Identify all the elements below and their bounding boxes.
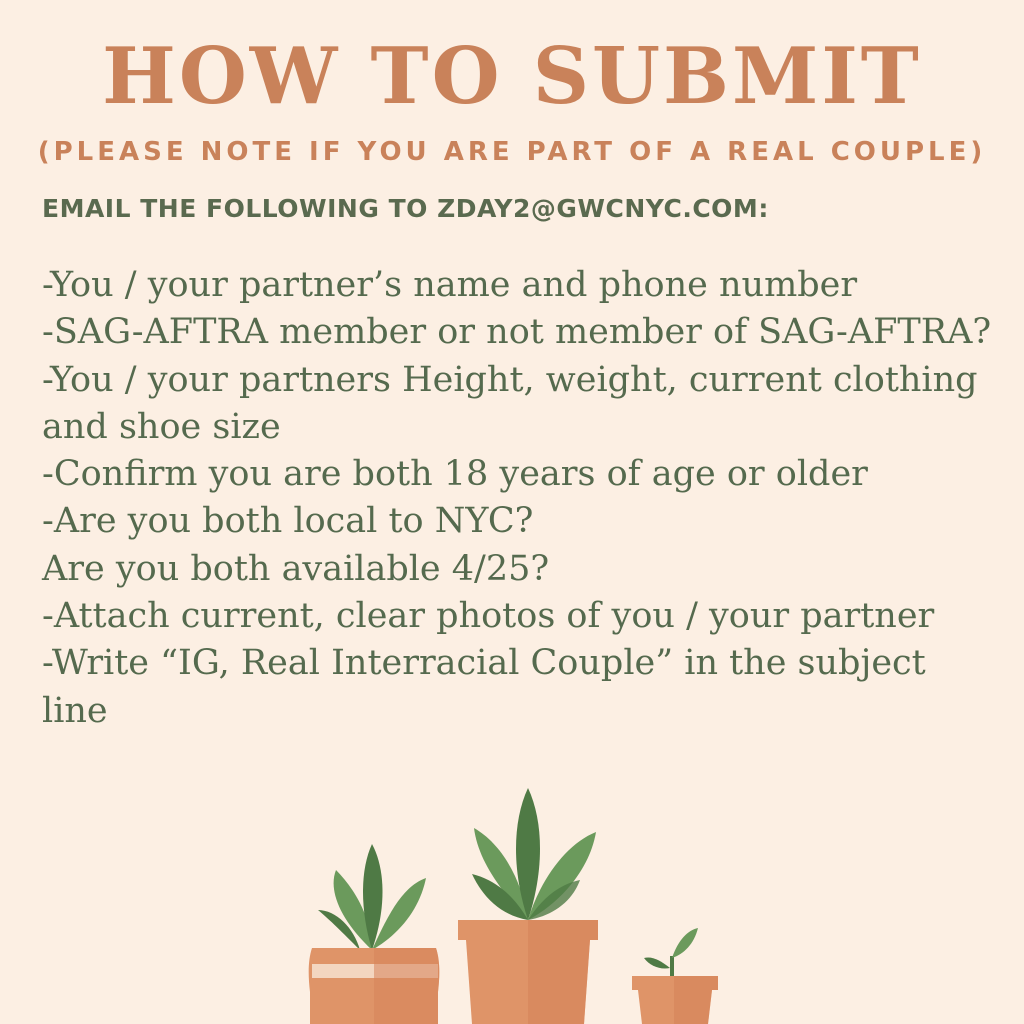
requirements-list bbox=[42, 262, 992, 735]
list-item: -You / your partner’s name and phone number bbox=[42, 265, 858, 305]
list-item: -You / your partners Height, weight, current clothing and shoe size bbox=[42, 359, 978, 447]
list-item: -SAG-AFTRA member or not member of SAG-AFTRA? bbox=[42, 312, 992, 353]
plant-pot-icon bbox=[458, 788, 598, 1024]
list-item: -Are you both local to NYC? bbox=[42, 501, 534, 542]
list-item: Are you both available 4/25? bbox=[42, 548, 550, 589]
plant-pot-icon bbox=[309, 844, 440, 1024]
plants-illustration bbox=[0, 760, 1024, 1024]
list-item: -Attach current, clear photos of you / your partner bbox=[42, 596, 935, 637]
seedling-pot-icon bbox=[632, 928, 718, 1024]
email-instruction: EMAIL THE FOLLOWING TO ZDAY2@GWCNYC.COM: bbox=[42, 194, 769, 223]
list-item: -Write “IG, Real Interracial Couple” in the subject line bbox=[42, 643, 926, 731]
page-subtitle: (PLEASE NOTE IF YOU ARE PART OF A REAL COUPLE) bbox=[37, 137, 987, 167]
page-title: HOW TO SUBMIT bbox=[102, 31, 922, 122]
list-item: -Confirm you are both 18 years of age or older bbox=[42, 454, 868, 495]
